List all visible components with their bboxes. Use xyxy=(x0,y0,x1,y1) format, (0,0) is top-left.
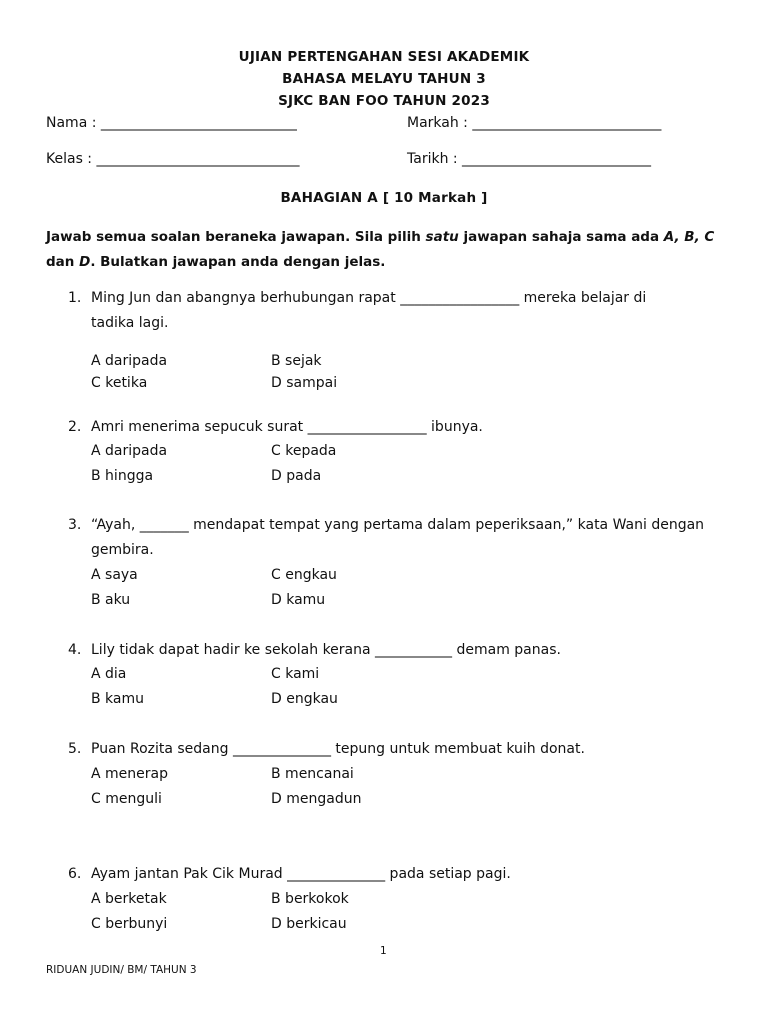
q5-option-c: C menguli xyxy=(91,791,162,807)
footer-author: RIDUAN JUDIN/ BM/ TAHUN 3 xyxy=(46,964,197,976)
question-4-number: 4. xyxy=(68,642,82,658)
q2-option-b: B hingga xyxy=(91,468,154,484)
question-1-text-cont: tadika lagi. xyxy=(91,315,169,331)
q5-option-b: B mencanai xyxy=(271,766,354,782)
q3-option-b: B aku xyxy=(91,592,131,608)
question-2-text: Amri menerima sepucuk surat _________________ ibunya. xyxy=(91,419,483,435)
q6-option-d: D berkicau xyxy=(271,916,347,932)
q2-option-c: C kepada xyxy=(271,443,337,459)
nama-field: Nama : ____________________________ xyxy=(46,115,297,131)
question-5-text: Puan Rozita sedang ______________ tepung untuk membuat kuih donat. xyxy=(91,741,585,757)
q4-option-c: C kami xyxy=(271,666,320,682)
q2-option-d: D pada xyxy=(271,468,322,484)
instr-text-a: Jawab semua soalan beraneka jawapan. Sila pilih xyxy=(46,229,426,245)
q1-option-c: C ketika xyxy=(91,375,148,391)
section-title: BAHAGIAN A [ 10 Markah ] xyxy=(280,190,488,206)
q3-option-d: D kamu xyxy=(271,592,326,608)
instr-text-dan: dan xyxy=(46,254,80,270)
tarikh-field: Tarikh : ___________________________ xyxy=(407,151,652,167)
school-title: SJKC BAN FOO TAHUN 2023 xyxy=(278,93,490,109)
instr-emphasis-satu: satu xyxy=(425,229,459,245)
question-6-number: 6. xyxy=(68,866,82,882)
question-4-text: Lily tidak dapat hadir ke sekolah kerana ___________ demam panas. xyxy=(91,642,561,658)
question-3-text-cont: gembira. xyxy=(91,542,154,558)
subject-title: BAHASA MELAYU TAHUN 3 xyxy=(282,71,486,87)
q4-option-d: D engkau xyxy=(271,691,338,707)
question-5-number: 5. xyxy=(68,741,82,757)
question-6-text: Ayam jantan Pak Cik Murad ______________ pada setiap pagi. xyxy=(91,866,511,882)
instr-text-b: jawapan sahaja sama ada xyxy=(458,229,664,245)
q3-option-c: C engkau xyxy=(271,567,337,583)
question-3-text: “Ayah, _______ mendapat tempat yang pertama dalam peperiksaan,” kata Wani dengan xyxy=(91,517,705,533)
markah-field: Markah : ___________________________ xyxy=(407,115,662,131)
instr-text-c: . Bulatkan jawapan anda dengan jelas. xyxy=(90,254,386,270)
page-number: 1 xyxy=(380,945,387,957)
question-2-number: 2. xyxy=(68,419,82,435)
q1-option-a: A daripada xyxy=(91,353,168,369)
q4-option-b: B kamu xyxy=(91,691,145,707)
q6-option-c: C berbunyi xyxy=(91,916,168,932)
instr-options-abc: A, B, C xyxy=(663,229,715,245)
q5-option-a: A menerap xyxy=(91,766,168,782)
q4-option-a: A dia xyxy=(91,666,127,682)
q1-option-d: D sampai xyxy=(271,375,338,391)
instructions-line-1 xyxy=(46,229,714,245)
q1-option-b: B sejak xyxy=(271,353,322,369)
question-1-number: 1. xyxy=(68,290,82,306)
q6-option-a: A berketak xyxy=(91,891,167,907)
exam-title: UJIAN PERTENGAHAN SESI AKADEMIK xyxy=(238,49,530,65)
q6-option-b: B berkokok xyxy=(271,891,349,907)
question-1-text: Ming Jun dan abangnya berhubungan rapat _________________ mereka belajar di xyxy=(91,290,647,306)
q3-option-a: A saya xyxy=(91,567,138,583)
q2-option-a: A daripada xyxy=(91,443,168,459)
question-3-number: 3. xyxy=(68,517,82,533)
instructions-line-2 xyxy=(46,254,385,270)
q5-option-d: D mengadun xyxy=(271,791,362,807)
kelas-field: Kelas : _____________________________ xyxy=(46,151,300,167)
instr-option-d: D xyxy=(79,254,91,270)
